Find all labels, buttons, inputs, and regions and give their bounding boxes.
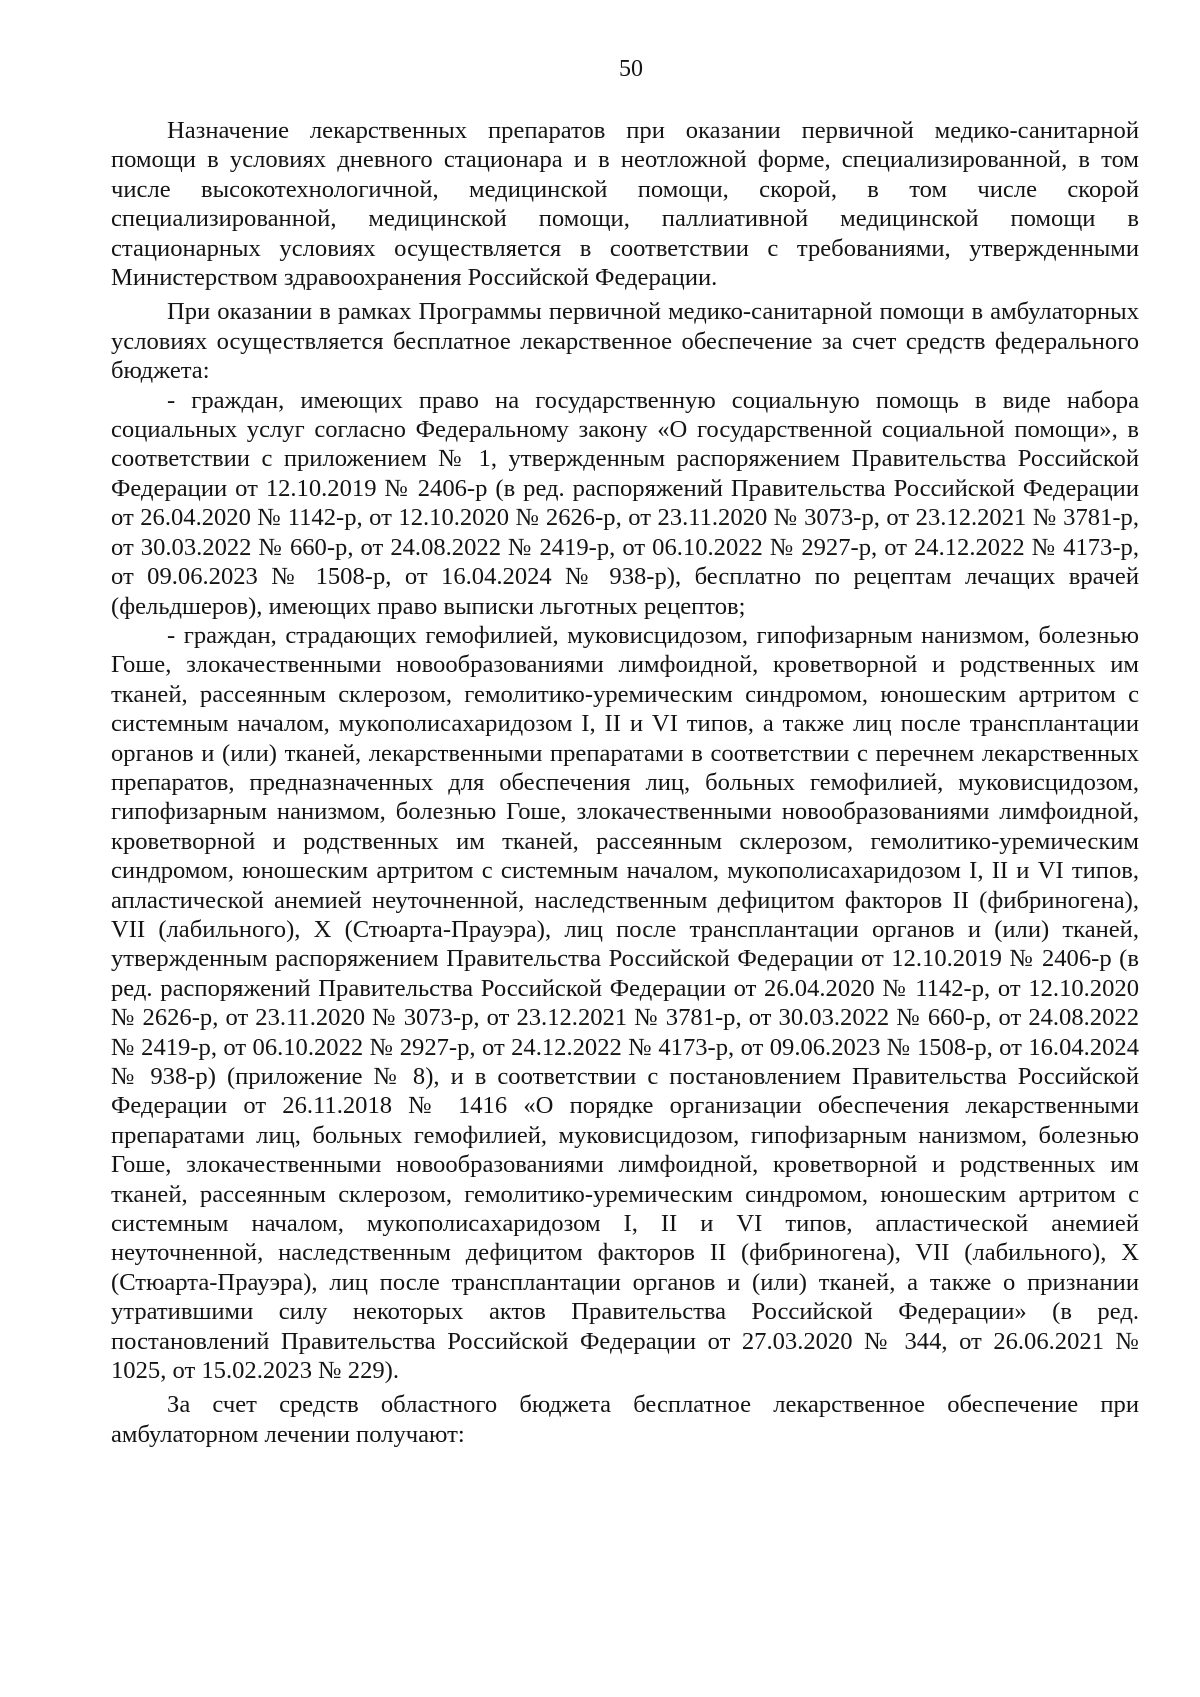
- page-number: 50: [619, 56, 643, 82]
- paragraph-regional-budget: За счет средств областного бюджета бесплатное лекарственное обеспечение при амбулаторном лечении получают:: [111, 1391, 1139, 1448]
- paragraph-prescription-rules: Назначение лекарственных препаратов при оказании первичной медико-санитарной помощи в условиях дневного стационара и в неотложной форме, специализированной, в том числе высокотехнологичной, медицинской помощи, скорой, в том числе скорой специализированной, медицинской помощи, паллиативной медицинской помощи в стационарных условиях осуществляется в соответствии с требованиями, утвержденными Министерством здравоохранения Российской Федерации.: [111, 117, 1139, 292]
- list-item-social-assistance: - граждан, имеющих право на государственную социальную помощь в виде набора социальных услуг согласно Федеральному закону «О государственной социальной помощи», в соответствии с приложением № 1, утвержденным распоряжением Правительства Российской Федерации от 12.10.2019 № 2406-р (в ред. распоряжений Правительства Российской Федерации от 26.04.2020 № 1142-р, от 12.10.2020 № 2626-р, от 23.11.2020 № 3073-р, от 23.12.2021 № 3781-р, от 30.03.2022 № 660-р, от 24.08.2022 № 2419-р, от 06.10.2022 № 2927-р, от 24.12.2022 № 4173-р, от 09.06.2023 № 1508-р, от 16.04.2024 № 938-р), бесплатно по рецептам лечащих врачей (фельдшеров), имеющих право выписки льготных рецептов;: [111, 386, 1139, 620]
- paragraph-federal-provision: При оказании в рамках Программы первичной медико-санитарной помощи в амбулаторных условиях осуществляется бесплатное лекарственное обеспечение за счет средств федерального бюджета:: [111, 298, 1139, 385]
- document-body: [111, 116, 1139, 1449]
- list-item-rare-diseases: - граждан, страдающих гемофилией, муковисцидозом, гипофизарным нанизмом, болезнью Гоше, злокачественными новообразованиями лимфоидной, кроветворной и родственных им тканей, рассеянным склерозом, гемолитико-уремическим синдромом, юношеским артритом с системным началом, мукополисахаридозом I, II и VI типов, а также лиц после трансплантации органов и (или) тканей, лекарственными препаратами в соответствии с перечнем лекарственных препаратов, предназначенных для обеспечения лиц, больных гемофилией, муковисцидозом, гипофизарным нанизмом, болезнью Гоше, злокачественными новообразованиями лимфоидной, кроветворной и родственных им тканей, рассеянным склерозом, гемолитико-уремическим синдромом, юношеским артритом с системным началом, мукополисахаридозом I, II и VI типов, апластической анемией неуточненной, наследственным дефицитом факторов II (фибриногена), VII (лабильного), X (Стюарта-Прауэра), лиц после трансплантации органов и (или) тканей, утвержденным распоряжением Правительства Российской Федерации от 12.10.2019 № 2406-р (в ред. распоряжений Правительства Российской Федерации от 26.04.2020 № 1142-р, от 12.10.2020 № 2626-р, от 23.11.2020 № 3073-р, от 23.12.2021 № 3781-р, от 30.03.2022 № 660-р, от 24.08.2022 № 2419-р, от 06.10.2022 № 2927-р, от 24.12.2022 № 4173-р, от 09.06.2023 № 1508-р, от 16.04.2024 № 938-р) (приложение № 8), и в соответствии с постановлением Правительства Российской Федерации от 26.11.2018 № 1416 «О порядке организации обеспечения лекарственными препаратами лиц, больных гемофилией, муковисцидозом, гипофизарным нанизмом, болезнью Гоше, злокачественными новообразованиями лимфоидной, кроветворной и родственных им тканей, рассеянным склерозом, гемолитико-уремическим синдромом, юношеским артритом с системным началом, мукополисахаридозом I, II и VI типов, апластической анемией неуточненной, наследственным дефицитом факторов II (фибриногена), VII (лабильного), X (Стюарта-Прауэра), лиц после трансплантации органов и (или) тканей, а также о признании утратившими силу некоторых актов Правительства Российской Федерации» (в ред. постановлений Правительства Российской Федерации от 27.03.2020 № 344, от 26.06.2021 № 1025, от 15.02.2023 № 229).: [111, 621, 1139, 1385]
